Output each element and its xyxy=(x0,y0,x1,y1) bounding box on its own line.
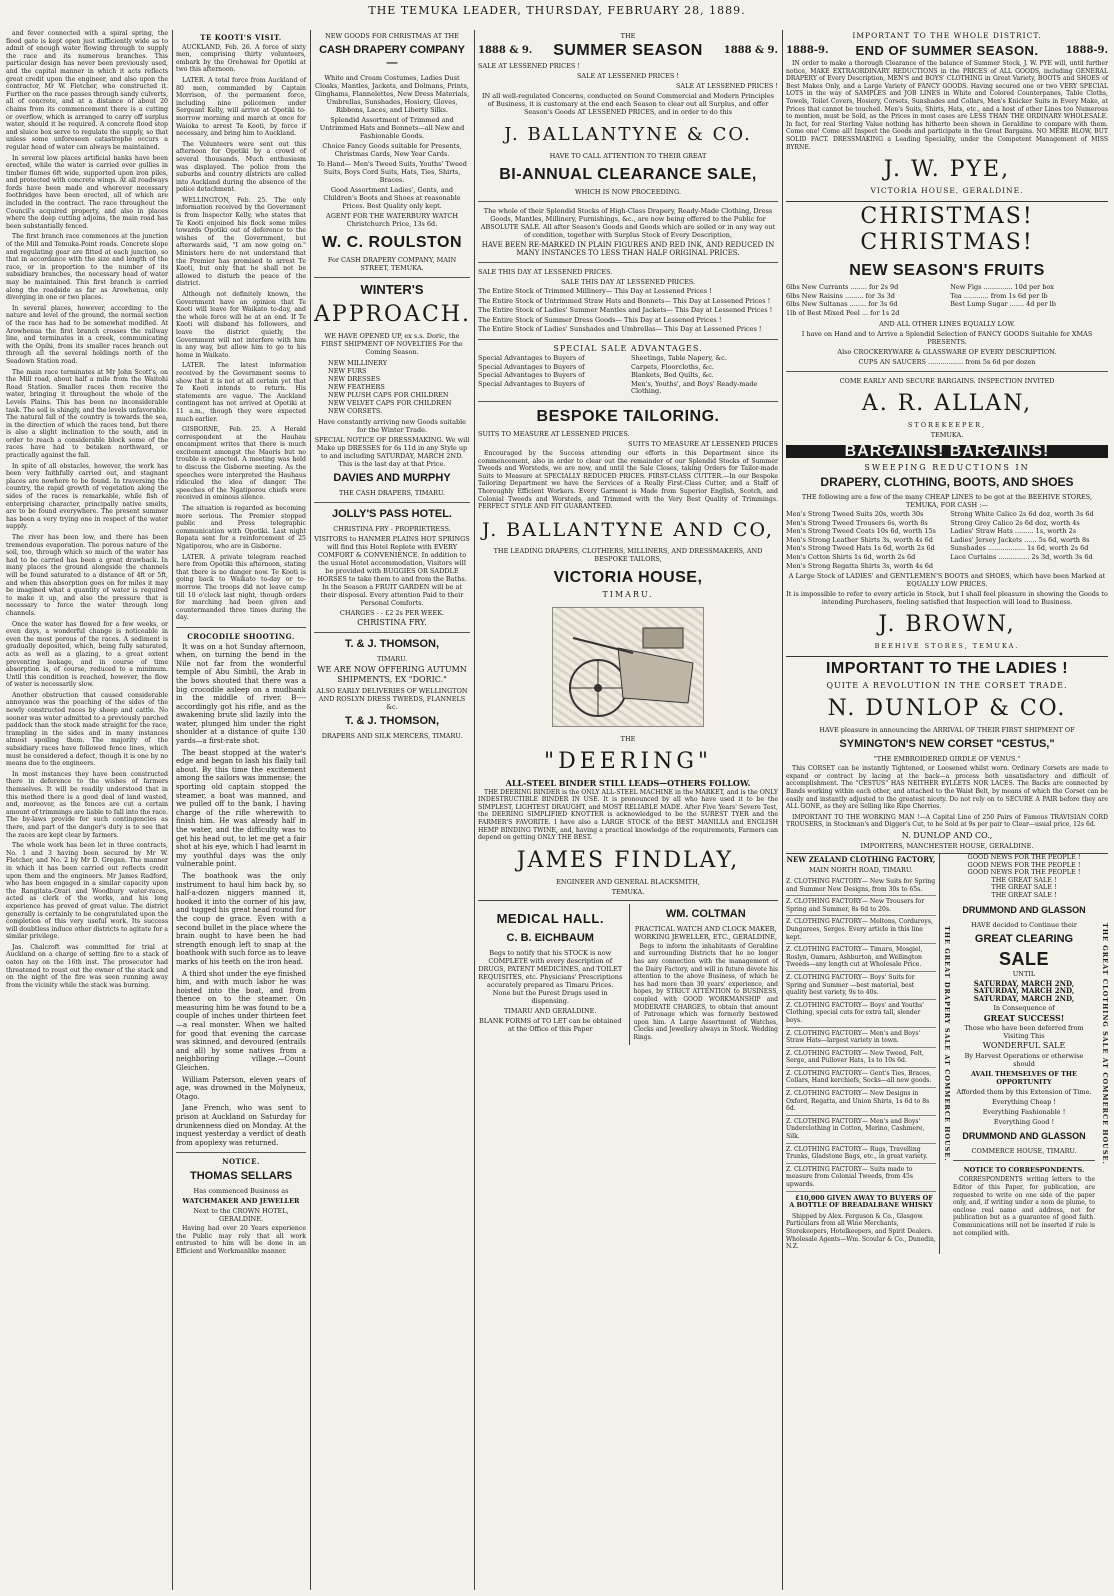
beehive-loc: BEEHIVE STORES, TEMUKA. xyxy=(874,642,1020,651)
price-cell: Men's Strong Tweed Coats 10s 6d, worth 15s xyxy=(786,527,936,536)
coltman-sub: PRACTICAL WATCH AND CLOCK MAKER, WORKING JEWELLER, ETC., GERALDINE, xyxy=(634,924,778,941)
workingman-text: IMPORTANT TO THE WORKING MAN !—A Capital Line of 250 Pairs of Famous TRAVISIAN CORD TROUSERS, in Stockman's and Digger's Cut, to be Sold at 9s per pair to Clear—usual price, 12s 6d. xyxy=(786,813,1108,829)
paragraph: Another obstruction that caused considerable annoyance was the poaching of the sides of the newly constructed races by sheep and cattle. No sooner was water admitted to a previously parched paddock than the stock made straight for the race, trampling in the sides and in many instances almost spoiling them. The majority of the subsidiary races have followed fence lines, which must be considered a defect, though it is one by no means due to the engineers. xyxy=(6,691,168,768)
divider xyxy=(786,371,1108,372)
paragraph: Z. CLOTHING FACTORY— New Suits for Spring and Summer New Designs, from 30s to 65s. xyxy=(786,876,936,896)
paragraph: GOOD NEWS FOR THE PEOPLE ! xyxy=(967,868,1081,877)
price-cell: New Figs .............. 10d per box xyxy=(950,283,1054,292)
bottom-ads xyxy=(478,900,778,1045)
the-label-2: THE xyxy=(620,734,636,743)
column-ads-1 xyxy=(314,30,470,1590)
everything-3: Everything Good ! xyxy=(993,1118,1055,1127)
everything-2: Everything Fashionable ! xyxy=(982,1108,1066,1117)
bespoke-body: Encouraged by the Success attending our efforts in this Department since its commencement, also in order to clear out the remainder of our Splendid Stocks of Summer Tweeds and Worsteds, we are now, and until the Sale Closes, taking Orders for Tailor-made Suits to Measure at SPECIALLY REDUCED PRICES. FIRST-CLASS CUTTER.—In our Bespoke Tailoring Department we have the Services of a Really First-Class Cutter, and a Staff of Thoroughly Efficient Workers. Every Garment is Made from Superior English, Scotch, and Colonial Tweeds and Worsteds, and Trimmed with the Very Best Quality of Trimmings. PERFECT STYLE AND FIT GUARANTEED. xyxy=(478,449,778,511)
price-cell: Strong White Calico 2s 6d doz, worth 3s 6d xyxy=(950,510,1094,519)
correspondents-title: NOTICE TO CORRESPONDENTS. xyxy=(963,1166,1085,1175)
dressmaking-text: SPECIAL NOTICE OF DRESSMAKING. We will Make up DRESSES for 6s 11d in any Style up to and including SATURDAY, MARCH 2ND. This is the last day at that Price. xyxy=(314,436,470,468)
paragraph: Z. CLOTHING FACTORY— Men's and Boys' Underclothing in Cotton, Merino, Cashmere, Silk. xyxy=(786,1116,936,1144)
thomson2-sub: DRAPERS AND SILK MERCERS, TIMARU. xyxy=(321,732,463,740)
important-district: IMPORTANT TO THE WHOLE DISTRICT. xyxy=(852,31,1042,40)
novelties-list xyxy=(314,359,470,415)
pye-header xyxy=(786,42,1108,60)
cheap-lines xyxy=(786,511,1108,570)
paragraph: Z. CLOTHING FACTORY— Meltons, Corduroys, Dungarees, Serges. Every article in this line kept. xyxy=(786,916,936,944)
price-cell: Men's Strong Tweed Hats 1s 6d, worth 2s 6d xyxy=(786,544,935,553)
biannual-title: BI-ANNUAL CLEARANCE SALE, xyxy=(499,166,757,183)
paragraph: THE GREAT SALE ! xyxy=(991,890,1057,899)
paragraph: THE GREAT SALE ! xyxy=(991,883,1057,892)
whisky-body: Shipped by Alex. Ferguson & Co., Glasgow. Particulars from all Wine Merchants, Storekeepers, Hotelkeepers, and Spirit Dealers. Wholesale Agents—Wm. Scoular & Co., Dunedin, N.Z. xyxy=(786,1212,936,1251)
paragraph: GISBORNE, Feb. 25. A Herald correspondent at the Hauhau encampment writes that there is much excitement amongst the Maoris but no trouble is expected. A meeting was held to discuss the Gisborne meeting. As the speeches were interpreted the Hauhaus ridiculed the idea of danger. The speeches of the Ngatiporou chiefs were received in ominous silence. xyxy=(176,426,306,502)
price-cell: Special Advantages to Buyers of xyxy=(478,353,585,362)
medical-title: MEDICAL HALL. xyxy=(496,910,604,926)
price-cell: 1lb of Best Mixed Peel ... for 1s 2d xyxy=(786,308,900,317)
paragraph: Z. CLOTHING FACTORY— Gent's Ties, Braces, Collars, Hand kerchiefs, Socks—all new goods. xyxy=(786,1068,936,1088)
avail-text: AVAIL THEMSELVES OF THE OPPORTUNITY xyxy=(970,1070,1078,1087)
sale-text: SALE xyxy=(998,948,1049,969)
column-ads-3 xyxy=(786,30,1108,1590)
price-cell xyxy=(950,563,1108,571)
blank-forms: BLANK FORMS of TO LET can be obtained at the Office of this Paper xyxy=(478,1016,622,1033)
girdle-text: "THE EMBROIDERED GIRDLE OF VENUS." xyxy=(873,755,1021,764)
today-1: SALE THIS DAY AT LESSENED PRICES. xyxy=(478,268,613,276)
year-left: 1888-9. xyxy=(786,45,829,57)
everything-1: Everything Cheap ! xyxy=(991,1098,1057,1107)
commerce-text: COMMERCE HOUSE, TIMARU. xyxy=(971,1147,1077,1156)
early-text: ALSO EARLY DELIVERIES OF WELLINGTON AND ROSLYN DRESS TWEEDS, FLANNELS &c. xyxy=(316,687,468,711)
paragraph: The Entire Stock of Trimmed Millinery— This Day at Lessened Prices ! xyxy=(478,287,712,295)
price-row xyxy=(478,372,778,380)
price-cell xyxy=(950,310,1108,318)
approach-title: APPROACH. xyxy=(314,302,471,327)
sweeping-text: SWEEPING REDUCTIONS IN xyxy=(864,463,1030,473)
price-row xyxy=(786,520,1108,528)
te-kooti-heading: TE KOOTI'S VISIT. xyxy=(200,33,282,42)
paragraph: The situation is regarded as becoming more serious. The Premier stopped public and Press telegraphic communication with Opotiki. Last night Ropata sent for a reinforcement of 25 Ngatiporou, who are in Gisborne. xyxy=(176,505,306,550)
paragraph: WELLINGTON, Feb. 25. The only information received by the Government is from Inspector Kelly, who states that Te Kooti enjoined his flock some miles towards Opotiki out of deference to the wishes of the Government, but afterwards said, "I am now going on." Ministers here do not understand that the Premier has promised to arrest Te Kooti, but only that he shall not be allowed to disturb the peace of the district. xyxy=(176,196,306,288)
price-row xyxy=(786,301,1108,309)
paragraph: In spite of all obstacles, however, the work has been very faithfully carried out, and stagnant places are nowhere to be found. In traversing the country, the rapid growth of vegetation along the sides of the races is remarkable, while fish of enterprising character, principally native smelts, are to be found everywhere. The present summer has been a very trying one in respect of the water supply. xyxy=(6,462,168,531)
price-cell: 6lbs New Raisins ......... for 3s 3d xyxy=(786,291,895,300)
vertical-left-strip xyxy=(940,854,950,1254)
allan-name: A. R. ALLAN, xyxy=(861,390,1033,416)
deering-title: "DEERING" xyxy=(543,748,713,774)
year-right: 1888-9. xyxy=(1065,45,1108,57)
paragraph: The Entire Stock of Summer Dress Goods— This Day at Lessened Prices ! xyxy=(478,315,722,324)
impossible-text: It is impossible to refer to every article in Stock, but I shall feel pleasure in showing the Goods to intending Purchasers, feeling satisfied that Inspection will lead to Business. xyxy=(786,590,1108,607)
price-cell: Strong Grey Calico 2s 6d doz, worth 4s xyxy=(950,518,1080,527)
vertical-right-text: THE GREAT CLOTHING SALE AT COMMERCE HOUSE. xyxy=(1101,923,1109,1165)
paragraph: Z. CLOTHING FACTORY— Boys' Suits for Spring and Summer —best material, best quality best variety, 9s to 40s. xyxy=(786,972,936,1000)
price-cell: 6lbs New Sultanas ........ for 3s 6d xyxy=(786,300,898,309)
bargains-banner: BARGAINS! BARGAINS! xyxy=(786,445,1108,459)
pye-name: J. W. PYE, xyxy=(883,157,1011,183)
paragraph: The boathook was the only instrument to haul him back by, so half-a-dozen niggers manned it, hooked it into the corner of his jaw, and tugged his great head round for the coup de grace. Even with a second bullet in the place where the brain ought to have been he had strength enough left to snap at the boathook with such force as to leave marks of his teeth on the iron head. xyxy=(176,871,306,966)
paragraph: Z. CLOTHING FACTORY— Men's and Boys' Straw Hats—largest variety in town. xyxy=(786,1028,936,1048)
paragraph: The first branch race commences at the junction of the Mill and Temuka-Point roads. Concrete slope and regulating gear are fitted at each junction, so that in accordance with the size and length of the race, or in proportion to the number of its subsidiary branches, the necessary head of water may be maintained. This first branch is carried along the roadside as far as Arowhenua, only diverging in one or two places. xyxy=(6,233,168,302)
findlay-sub: ENGINEER AND GENERAL BLACKSMITH, xyxy=(556,877,700,886)
stocks-text: The whole of their Splendid Stocks of High-Class Drapery, Ready-Made Clothing, Dress Goods, Mantles, Millinery, Furnishings, &c., are now being offered to the Public for ABSOLUTE SALE. All after Season's Goods and Goods which are soiled or in any way out of condition, together with Surplus Stock of Every Description, xyxy=(480,207,776,239)
constantly-text: Have constantly arriving new Goods suitable for the Winter Trade. xyxy=(317,418,467,434)
deering-body: THE DEERING BINDER is the ONLY ALL-STEEL MACHINE in the MARKET, and is the ONLY INDESTRUCTIBLE BINDER IN USE. It is pronounced by all who have used it to be the SIMPLEST, LIGHTEST DRAUGHT, and MOST RELIABLE MADE. After Five Years' Severe Test, the DEERING SIMPLIFIED KNOTTER is acknowledged to be the SUREST TYER and the FARMER'S FAVORITE. I have also a LARGE STOCK of the BEST MANILLA and ENGLISH HEMP BINDING TWINE, and, having a practical knowledge of the requirements, Farmers can depend on getting ONLY THE BEST. xyxy=(478,788,778,842)
price-row xyxy=(478,355,778,363)
paragraph: AUCKLAND, Feb. 26. A force of sixty men, comprising thirty volunteers, embark by the Orehawai for Opotiki at two this afternoon. xyxy=(176,43,306,74)
roulston-name: W. C. ROULSTON xyxy=(321,234,463,251)
paragraph: NEW FEATHERS xyxy=(328,383,385,391)
brown-name: J. BROWN, xyxy=(878,612,1016,638)
price-cell: Sheetings, Table Napery, &c. xyxy=(631,353,727,362)
eichbaum-body: Begs to notify that his STOCK is now COMPLETE with every description of DRUGS, PATENT MEDICINES, and TOILET REQUISITES, etc. Physicians' Prescriptions accurately prepared as Timaru Prices. None but the Purest Drugs used in dispensing. xyxy=(478,948,623,1005)
stock-lines xyxy=(478,288,778,334)
vertical-left-text: THE GREAT DRAPERY SALE AT COMMERCE HOUSE. xyxy=(943,926,951,1162)
summer-title: SUMMER SEASON xyxy=(553,42,703,59)
davies-name: DAVIES AND MURPHY xyxy=(333,472,451,484)
paragraph: Z. CLOTHING FACTORY— Rugs, Travelling Trunks, Gladstone Bags, etc., in great variety. xyxy=(786,1144,936,1164)
reaper-binder-image xyxy=(553,608,703,726)
deferred-text: Those who have been deferred from Visiting This xyxy=(964,1024,1084,1041)
column-rule xyxy=(310,30,311,1590)
price-row xyxy=(786,310,1108,318)
paragraph: Once the water has flowed for a few weeks, or even days, a wonderful change is noticeable in even the most porous of the races. A sediment is gradually deposited, which, being fully saturated, acts as well as a glazing, to a great extent preventing leakage, and in course of time absorption is, of course, reduced to a minimum. Until this condition is reached, however, the flow of water is necessarily slow. xyxy=(6,620,168,689)
price-row xyxy=(786,563,1108,571)
paragraph: The Entire Stock of Ladies' Summer Mantles and Jackets— This Day at Lessened Prices ! xyxy=(478,306,773,315)
sellars-sub: Has commenced Business as xyxy=(193,1186,289,1195)
water-race-article xyxy=(6,30,168,989)
medical-hall-ad xyxy=(478,904,623,1045)
coltman-body: Begs to inform the inhabitants of Geraldine and surrounding Districts that he no longer has any connection with the management of the Dairy Factory, and will in future devote his attention to the above Business, of which he has had more than 30 years' experience, and hopes, by STRICT ATTENTION to BUSINESS, coupled with GOOD WORKMANSHIP and MODERATE CHARGES, to obtain that amount of Patronage which was formerly bestowed upon him. A Large Assortment of Watches, Clocks and Jewellery always in Stock. Wedding Rings. xyxy=(633,942,778,1041)
divider xyxy=(176,627,306,628)
great-sale xyxy=(953,877,1095,900)
hand-text: To Hand— Men's Tweed Suits, Youths' Tweed Suits, Boys Cord Suits, Hats, Ties, Shirts, Braces. xyxy=(317,160,467,184)
crockery-text: Also CROCKERYWARE & GLASSWARE OF EVERY DESCRIPTION. xyxy=(837,347,1057,356)
year-left: 1888 & 9. xyxy=(478,45,533,57)
divider xyxy=(314,632,470,633)
coltman-name: WM. COLTMAN xyxy=(665,907,746,920)
paragraph: THE GREAT SALE ! xyxy=(991,875,1057,884)
binder-illustration xyxy=(552,607,704,727)
good-news xyxy=(953,854,1095,877)
afforded-text: Afforded them by this Extension of Time. xyxy=(956,1088,1092,1097)
cash-drapery-title: CASH DRAPERY COMPANY— xyxy=(319,44,465,69)
price-cell: Men's Strong Tweed Trousers 6s, worth 8s xyxy=(786,518,928,527)
masthead: THE TEMUKA LEADER, THURSDAY, FEBRUARY 28, 1889. xyxy=(368,4,746,17)
paragraph: William Paterson, eleven years of age, was drowned in the Molyneux, Otago. xyxy=(176,1075,306,1101)
fruits-title: NEW SEASON'S FRUITS xyxy=(849,262,1045,280)
paragraph: SATURDAY, MARCH 2ND, xyxy=(973,993,1075,1003)
paragraph: LATER. The latest information received by the Government seems to show that it is not at all certain yet that Te Kooti intends to return. His statements are vague. The Auckland contingent has not arrived at Opotiki at 11 a.m., though they were expected much earlier. xyxy=(176,362,306,423)
fancy-text: Choice Fancy Goods suitable for Presents, Christmas Cards, New Year Cards. xyxy=(322,142,462,158)
divider xyxy=(478,262,778,263)
column-news-1 xyxy=(6,30,168,1590)
consequence-text: In Consequence of xyxy=(993,1004,1055,1013)
remarked-text: HAVE BEEN RE-MARKED IN PLAIN FIGURES AND RED INK, AND REDUCED IN MANY INSTANCES TO LESS THAN HALF ORIGINAL PRICES. xyxy=(481,241,775,257)
cestus-title: SYMINGTON'S NEW CORSET "CESTUS," xyxy=(839,738,1055,751)
paragraph: and fever connected with a spiral spring, the flood gate is kept open just sufficiently wide as to admit of enough water flowing through to supply the race and its numerous branches. This particular design has never been previously used, and the capital manner in which it acts reflects great credit upon the engineer, and also upon the contractor, Mr W. Fletcher, who constructed it. Further on the race passes through sandy culverts, all of concrete, and at a distance of about 20 chains from its commencement there is a cutting or overflow, which is arranged to carry off surplus water, should it be required. A concrete flood stop and sluice box serve to regulate the supply, so that unless some unforeseen catastrophe occurs a regular head of water can always be maintained. xyxy=(6,30,168,151)
price-cell: Blankets, Bed Quilts, &c. xyxy=(631,371,714,380)
price-cell: Men's Strong Tweed Suits 20s, worth 30s xyxy=(786,510,924,519)
paragraph: In several low places artificial banks have been erected, while the water is carried over gullies in timber flumes 6ft wide, supported upon iron piles, and protected with concrete wings. At all roadways fords have been made and wherever necessary footbridges have been erected, all of which are included in the contract. The race throughout the Council's acquired property, and also in places where the deep cutting adjoins, the main road has been substantially fenced. xyxy=(6,154,168,230)
harvest-text: By Harvest Operations or otherwise should xyxy=(964,1052,1084,1069)
crocodile-heading: CROCODILE SHOOTING. xyxy=(187,631,295,641)
price-cell: Special Advantages to Buyers of xyxy=(478,379,585,388)
price-row xyxy=(786,537,1108,545)
victoria-title: VICTORIA HOUSE, xyxy=(553,568,703,586)
column-ads-2 xyxy=(478,30,778,1590)
large-stock-text: A Large Stock of LADIES' and GENTLEMEN'S BOOTS and SHOES, which have been Marked at EQUALLY LOW PRICES. xyxy=(788,572,1106,589)
wonderful-text: WONDERFUL SALE xyxy=(982,1041,1066,1051)
divider xyxy=(478,339,778,340)
coltman-ad xyxy=(629,904,779,1045)
end-summer-title: END OF SUMMER SEASON. xyxy=(855,43,1039,58)
suits-line-2: SUITS TO MEASURE AT LESSENED PRICES xyxy=(628,439,778,448)
boots-text: Good Assortment Ladies', Gents, and Children's Boots and Shoes at reasonable Prices. Best Quality only kept. xyxy=(323,186,461,210)
proceeding-text: WHICH IS NOW PROCEEDING. xyxy=(574,188,682,196)
nzcf-title: NEW ZEALAND CLOTHING FACTORY, xyxy=(786,855,936,864)
paragraph: NEW DRESSES xyxy=(328,375,381,383)
divider xyxy=(478,401,778,402)
pye-body: IN order to make a thorough Clearance of the balance of Summer Stock, J. W. PYE will, until further notice, MAKE EXTRAORDINARY REDUCTIONS in the PRICES of ALL GOODS, including GENERAL DRAPERY of Every Description, MEN'S and BOYS' CLOTHING in Great Variety, BOOTS and SHOES of Best Makes Only, and a Large Variety of FANCY GOODS. Having secured one or two VERY SPECIAL LOTS in the way of SAMPLES and JOB LINES in White and Colored Counterpanes, Table Cloths, Towels, Toilet Covers, Hosiery, Corsets, Sunshades and Collars, Men's Knicker Suits in Every Make, at Prices that cannot be touched. Men's Suits, Shirts, Hats, etc., and a host of other Lines too Numerous to mention, must be Sold, as the Prices in most cases are LESS THAN THE ORDINARY WHOLESALE. In fact, for real Sterling Value nothing has hitherto been shown in Geraldine to compare with them. Come one! Come all! Inspect the Goods and participate in the Great Bargains. NO MERE BLOW, BUT SOLID FACT. DRESSMAKING a Leading Speciality, under the Competent Management of MISS BYRNE. xyxy=(786,60,1108,151)
correspondents-body: CORRESPONDENTS writing letters to the Editor of this Paper, for publication, are requested to write on one side of the paper only, and, if writing under a nom de plume, to enclose real name and address, not for publication but as a guarantee of good faith. Communications will not be inserted if rule is not complied with. xyxy=(953,1176,1095,1237)
paragraph: In most instances they have been constructed there in deference to the wishes of farmers themselves. It will be readily understood that in this method there is a good deal of land wasted, and, moreover, as the fences are cut a certain amount of trimmings are liable to fall into the race. The by-laws provide for such contingencies as there, and part of the danger's duty is to see that the races are kept clear by farmers. xyxy=(6,770,168,839)
attention-text: HAVE TO CALL ATTENTION TO THEIR GREAT xyxy=(549,152,707,160)
paragraph: In several places, however, according to the nature and level of the ground, the normal section of the race has had to be somewhat modified. At Arowhenua the first branch crosses the railway line, and terminates in a creek, communicating with the Opihi, from its smaller races branch out through all the several holdings north of the Seadown Station road. xyxy=(6,304,168,365)
advantages-list xyxy=(478,355,778,396)
paragraph: The main race terminates at Mr John Scott's, on the Mill road, about half a mile from the Waitohi Road Station. Smaller races then receive the water, bringing it throughout the whole of the Levels Plains. This has been no inconsiderable task. The soil is shingly, and the levels unfavorable. The natural fall of the country is towards the sea, in the direction of which the races tend, but there is also a slight inclination to the south, and in order to reach a considerable block some of the races have had to betaken northward, or practically against the fall. xyxy=(6,368,168,460)
sale-dates xyxy=(953,980,1095,1003)
ladies-title: IMPORTANT TO THE LADIES ! xyxy=(786,656,1108,678)
price-cell: Lace Curtains ............... 2s 3d, worth 3s 6d xyxy=(950,553,1093,562)
until-text: UNTIL xyxy=(1012,969,1036,978)
paragraph: NEW PLUSH CAPS FOR CHILDREN xyxy=(328,391,449,399)
sale-line-3: SALE AT LESSENED PRICES ! xyxy=(675,82,778,90)
sale-line-2: SALE AT LESSENED PRICES ! xyxy=(576,72,679,80)
paragraph: Z. CLOTHING FACTORY— Boys' and Youths' Clothing, special cuts for extra tall, slender boys. xyxy=(786,1000,936,1028)
clearing-text: GREAT CLEARING xyxy=(974,932,1074,945)
paragraph: NEW FURS xyxy=(328,367,367,375)
paragraph: Z. CLOTHING FACTORY— Timaru, Mosgiel, Roslyn, Oamaru, Ashburton, and Wellington Tweeds—any length cut at Wholesale Price. xyxy=(786,944,936,972)
paragraph: Z. CLOTHING FACTORY— New Tweed, Felt, Serge, and Pullover Hats, 1s to 10s 6d. xyxy=(786,1048,936,1068)
price-cell: Special Advantages to Buyers of xyxy=(478,371,585,380)
price-cell: Men's Cotton Shirts 1s 6d, worth 2s 6d xyxy=(786,553,916,562)
pye-loc: VICTORIA HOUSE, GERALDINE. xyxy=(870,186,1024,196)
dunlop2-name: N. DUNLOP AND CO., xyxy=(901,831,993,840)
price-cell: Men's Strong Leather Shirts 3s, worth 4s 6d xyxy=(786,535,933,544)
price-row xyxy=(786,528,1108,536)
paragraph: Jas. Chalcroft was committed for trial at Auckland on a charge of setting fire to a stack of oaten hay on the 16th inst. The prosecutor had threatened to roust out the owner of the stack and on the night of the fire was seen running away from the vicinity while the stack was burning. xyxy=(6,943,168,989)
drummond-ad xyxy=(950,854,1098,1254)
success-text: GREAT SUCCESS! xyxy=(983,1013,1065,1024)
summer-header xyxy=(478,42,778,60)
price-row xyxy=(786,545,1108,553)
charges-text: CHARGES - - £2 2s PER WEEK. xyxy=(339,609,445,617)
special-heading: SPECIAL SALE ADVANTAGES. xyxy=(553,343,703,353)
price-cell: Sunshades .................. 1s 6d, worth 2s 6d xyxy=(950,544,1089,553)
paragraph: Z. CLOTHING FACTORY— New Designs in Oxford, Regatta, and Union Shirts, 1s 6d to 8s 6d. xyxy=(786,1088,936,1116)
roulston-sub: For CASH DRAPERY COMPANY, MAIN STREET, TEMUKA. xyxy=(327,256,457,272)
paragraph: A third shot under the eye finished him, and with much labor he was hoisted into the boat, and from thence on to the steamer. On measuring him he was found to be a couple of inches under thirteen feet—a real monster. When we halted for good that evening the carcase was skinned, and devoured (entrails and all) by some natives from a neighboring village.—Count Gleichen. xyxy=(176,969,306,1073)
price-cell: Tea ............ from 1s 6d per lb xyxy=(950,291,1048,300)
thomson2-name: T. & J. THOMSON, xyxy=(344,715,440,727)
notice-heading: NOTICE. xyxy=(222,1157,260,1167)
allan-loc: TEMUKA. xyxy=(930,430,964,439)
ballantyne2-title: J. BALLANTYNE AND CO, xyxy=(482,518,774,541)
price-cell: Best Lump Sugar ....... 4d per lb xyxy=(950,300,1056,309)
timaru-text: TIMARU. xyxy=(602,589,654,599)
price-cell: 6lbs New Currants ........ for 2s 9d xyxy=(786,283,899,292)
nz-clothing-ad xyxy=(786,854,940,1254)
fancy-text: I have on Hand and to Arrive a Splendid Selection of FANCY GOODS Suitable for XMAS PRESENTS. xyxy=(801,329,1093,346)
paragraph: It was on a hot Sunday afternoon, when, on turning the bend in the Nile not far from the wonderful temple of Abu Simbil, the Arab in the bows shouted that there was a big crocodile asleep on a mudbank in the middle of river. B---- accordingly got his rifle, and as the awakening brute slid lazily into the water, plunged him under the right shoulder at a distance of quite 130 yards—a first-rate shot. xyxy=(176,642,306,746)
price-cell: Men's Strong Regatta Shirts 3s, worth 4s 6d xyxy=(786,561,934,570)
have-decided: HAVE decided to Continue their xyxy=(971,920,1077,929)
price-row xyxy=(786,554,1108,562)
ballantyne-title: J. BALLANTYNE & CO. xyxy=(504,124,752,145)
corset-body: This CORSET can be instantly Tightened, or Loosened whilst worn. Ordinary Corsets are made to expand or contract by lacing at the back—a process both unsatisfactory and difficult of accomplishment. The "CESTUS" HAS NEITHER EYLLETS NOR LACES. The Backs are connected by Bands working within each other, and attached to the Waist Belt, by means of which the Corset can be easily and instantly adjusted to the greatest nicety. Do not rely on to SECURE A PAIR before they are ALL GONE, as they are Selling like Ripe Cherries. xyxy=(786,765,1108,811)
column-rule xyxy=(782,30,783,1590)
findlay-loc: TEMUKA. xyxy=(611,887,645,896)
binder-heading: ALL-STEEL BINDER STILL LEADS—OTHERS FOLLOW. xyxy=(505,777,751,788)
sellars-trade: WATCHMAKER AND JEWELLER xyxy=(182,1196,300,1205)
thomson-loc: TIMARU. xyxy=(376,655,408,663)
crocodile-article xyxy=(176,643,306,1148)
divider xyxy=(314,277,470,278)
beehive-intro: THE following are a few of the many CHEAP LINES to be got at the BEEHIVE STORES, TEMUKA, FOR CASH :— xyxy=(801,493,1093,510)
christmas-title: CHRISTMAS! CHRISTMAS! xyxy=(786,201,1108,256)
sellars-location: Next to the CROWN HOTEL, GERALDINE. xyxy=(193,1206,289,1223)
paragraph: The river has been low, and there has been tremendous evaporation. The porous nature of the soil, too, through which so much of the water has had to be carried has been a great drawback. In many places the ground alongside the channels will be found saturated to a distance of 4ft or 5ft, and when this absorption goes on for miles it may be imagined what a quantity of water is required to make it up, and also the pressure that is necessary to force the water through long channels. xyxy=(6,534,168,617)
paragraph: SATURDAY, MARCH 2ND, xyxy=(973,978,1075,988)
revolution-text: QUITE A REVOLUTION IN THE CORSET TRADE. xyxy=(826,681,1068,691)
waterbury-text: AGENT FOR THE WATERBURY WATCH Christchurch Price, 13s 6d. xyxy=(326,212,458,228)
nzcf-loc: MAIN NORTH ROAD, TIMARU. xyxy=(809,866,913,874)
winters-title: WINTER'S xyxy=(360,282,424,297)
paragraph: The Entire Stock of Ladies' Sunshades and Umbrellas— This Day at Lessened Prices ! xyxy=(478,325,762,334)
the-label: THE xyxy=(620,32,636,40)
equally-text: AND ALL OTHER LINES EQUALLY LOW. xyxy=(879,319,1015,328)
fruit-prices xyxy=(786,284,1108,317)
cups-text: CUPS AN SAUCERS ................. from 5s 6d per dozen xyxy=(858,357,1036,366)
drapery-title: DRAPERY, CLOTHING, BOOTS, AND SHOES xyxy=(820,475,1074,490)
storekeeper-text: STOREKEEPER, xyxy=(907,420,987,429)
price-row xyxy=(478,381,778,396)
paragraph: LATER. A total force from Auckland of 80 men, commanded by Captain Morrison, of the permanent force, including nine policemen under Sergeant Kelly, will arrive at Opotiki to-morrow morning and march at once for Waioka to arrest Te Kooti, by force if necessary, and bring him to Auckland. xyxy=(176,76,306,138)
paragraph: NEW CORSETS. xyxy=(328,407,383,415)
hats-text: Splendid Assortment of Trimmed and Untrimmed Hats and Bonnets—all New and Fashionable Goods. xyxy=(319,116,465,140)
divider xyxy=(314,502,470,503)
paragraph: Z. CLOTHING FACTORY— Suits made to measure from Colonial Tweeds, from 45s upwards. xyxy=(786,1164,936,1192)
paragraph: The beast stopped at the water's edge and began to lash his flaily tail about. By this time the excitement among the sailors was immense; the sporting old captain stopped the steamer, a boat was manned, and we pulled off to the bank, I having charge of the rifle wherewith to finish him. He was already half in the water, and the difficulty was to get his head out, to let me get a fair shot at his eye, which I had learnt in my youthful days was the only vulnerable point. xyxy=(176,748,306,869)
davies-sub: THE CASH DRAPERS, TIMARU. xyxy=(339,489,445,497)
suits-line-1: SUITS TO MEASURE AT LESSENED PRICES. xyxy=(478,429,630,438)
eichbaum-loc: TIMARU AND GERALDINE. xyxy=(504,1006,597,1015)
jolly-body: VISITORS to HANMER PLAINS HOT SPRINGS will find this Hotel Replete with EVERY COMFORT & CONVENIENCE. In addition to the usual Hotel accommodation, Visitors will be provided with BUGGIES OR SADDLE HORSES to take them to and from the Baths. In the Season a FRUIT GARDEN will be at their disposal. Every attention Paid to their Personal Comforts. xyxy=(314,535,470,607)
whisky-title: £10,000 GIVEN AWAY TO BUYERS OF A BOTTLE OF BREADALBANE WHISKY xyxy=(789,1193,933,1210)
price-row xyxy=(478,364,778,372)
price-row xyxy=(786,293,1108,301)
drummond2-title: DRUMMOND AND GLASSON xyxy=(962,1131,1086,1142)
come-text: COME EARLY AND SECURE BARGAINS. INSPECTION INVITED xyxy=(839,376,1055,385)
findlay-name: JAMES FINDLAY, xyxy=(516,847,740,873)
paragraph: GOOD NEWS FOR THE PEOPLE ! xyxy=(967,853,1081,861)
te-kooti-article xyxy=(176,44,306,622)
jolly-title: JOLLY'S PASS HOTEL. xyxy=(332,508,452,520)
year-right: 1888 & 9. xyxy=(723,45,778,57)
paragraph: LATER. A private telegram reached here from Opotiki this afternoon, stating that there is no danger now. Te Kooti is going back to Waikato to-day or to-morrow. The troops did not leave camp till 10 o'clock last night, though orders for marching had been given and countermanded three times during the day. xyxy=(176,553,306,622)
paragraph: The Entire Stock of Untrimmed Straw Hats and Bonnets— This Day at Lessened Prices ! xyxy=(478,296,771,305)
price-cell: Ladies' Jersey Jackets ...... 5s 6d, worth 8s xyxy=(950,535,1090,544)
sale-line-1: SALE AT LESSENED PRICES ! xyxy=(478,62,581,70)
eichbaum-name: C. B. EICHBAUM xyxy=(506,931,594,944)
opened-text: WE HAVE OPENED UP, ex s.s. Doric, the FIRST SHIPMENT OF NOVELTIES For the Coming Season. xyxy=(321,332,463,356)
price-cell: Special Advantages to Buyers of xyxy=(478,362,585,371)
paragraph: The whole work has been let in three contracts, No. 1 and 3 having been secured by Mr W. Fletcher, and No. 2 by Mr D. Gregan. The manner in which it has been carried out reflects credit upon them and the engineers. Mr James Radford, who has been engaged in a similar capacity upon the Rangitata-Orari and Woodbury water-races, acted as clerk of the works, and his long experience has proved of great value. The district generally is certainly to be congratulated upon the completion of this very useful work. Its success will doubtless induce other districts to agitate for a similar privilege. xyxy=(6,842,168,941)
paragraph: SATURDAY, MARCH 2ND, xyxy=(973,986,1075,996)
drapers-text: THE LEADING DRAPERS, CLOTHIERS, MILLINERS, AND DRESSMAKERS, AND BESPOKE TAILORS, xyxy=(493,546,763,563)
price-row xyxy=(786,511,1108,519)
today-2: SALE THIS DAY AT LESSENED PRICES. xyxy=(560,278,696,286)
dunlop-body: HAVE pleasure in announcing the ARRIVAL OF THEIR FIRST SHIPMENT OF xyxy=(819,726,1075,735)
cash-drapery-list: White and Cream Costumes, Ladies Dust Cloaks, Mantles, Jackets, and Dolmans, Prints, Ginghams, Flannelettes, New Dress Materials, Umbrellas, Sunshades, Hosiery, Gloves, Ribbons, Laces, and Liberty Silks. xyxy=(314,74,470,114)
column-rule xyxy=(172,30,173,1590)
manchester-text: IMPORTERS, MANCHESTER HOUSE, GERALDINE. xyxy=(860,842,1034,850)
drummond-title: DRUMMOND AND GLASSON xyxy=(962,904,1086,915)
divider xyxy=(953,1160,1095,1161)
divider xyxy=(176,1152,306,1153)
column-news-2 xyxy=(176,30,306,1590)
thomson-name: T. & J. THOMSON, xyxy=(344,638,440,650)
bottom-grid xyxy=(786,853,1108,1254)
price-cell: Carpets, Floorcloths, &c. xyxy=(631,362,714,371)
paragraph: NEW MILLINERY xyxy=(328,359,388,367)
new-goods-heading: NEW GOODS FOR CHRISTMAS AT THE xyxy=(325,32,459,40)
paragraph: NEW VELVET CAPS FOR CHILDREN xyxy=(328,399,452,407)
paragraph: GOOD NEWS FOR THE PEOPLE ! xyxy=(967,860,1081,869)
price-cell: Men's, Youths', and Boys' Ready-made Clothing. xyxy=(631,379,758,396)
autumn-text: WE ARE NOW OFFERING AUTUMN SHIPMENTS, EX "DORIC." xyxy=(317,665,467,684)
bespoke-title: BESPOKE TAILORING. xyxy=(536,407,720,425)
paragraph: Z. CLOTHING FACTORY— New Trousers for Spring and Summer, 8s 6d to 20s. xyxy=(786,896,936,916)
jolly-sub: CHRISTINA FRY - PROPRIETRESS. xyxy=(333,525,451,533)
price-cell: Ladies' Straw Hats ......... 1s, worth 2s xyxy=(950,527,1077,536)
nz-items xyxy=(786,876,936,1192)
divider xyxy=(478,201,778,202)
price-row xyxy=(786,284,1108,292)
fry-name: CHRISTINA FRY. xyxy=(357,618,427,627)
paragraph: Although not definitely known, the Government have an opinion that Te Kooti will leave for Waikato to-day, and the whole force will be at an end. If Te Kooti will disband his followers, and leave the district quietly, the Government will not interfere with him in any way, but allow him to go to his home in Waikato. xyxy=(176,291,306,359)
vertical-right-strip xyxy=(1098,854,1108,1254)
dunlop-name: N. DUNLOP & CO. xyxy=(827,696,1067,722)
sellars-name: THOMAS SELLARS xyxy=(189,1169,293,1182)
column-rule xyxy=(474,30,475,1590)
intro-text: IN all well-regulated Concerns, conducted on Sound Commercial and Modern Principles of Business, it is customary at the end each Season to clear out all Surplus, and offer Season's Goods AT LESSENED PRICES, and in order to do this xyxy=(481,92,774,116)
paragraph: Jane French, who was sent to prison at Auckland on Saturday for drunkenness died on Monday. At the inquest yesterday a verdict of death from apoplexy was returned. xyxy=(176,1104,306,1147)
paragraph: The Volunteers were sent out this afternoon for Opotiki by a crowd of several thousands. Much enthusiasm was displayed. The police from the suburbs and country districts are called into Auckland during the absence of the police detachment. xyxy=(176,140,306,194)
sellars-body: Having had over 20 Years experience the Public may rely that all work entrusted to him will be done in an Efficient and Workmanlike manner. xyxy=(176,1224,306,1255)
